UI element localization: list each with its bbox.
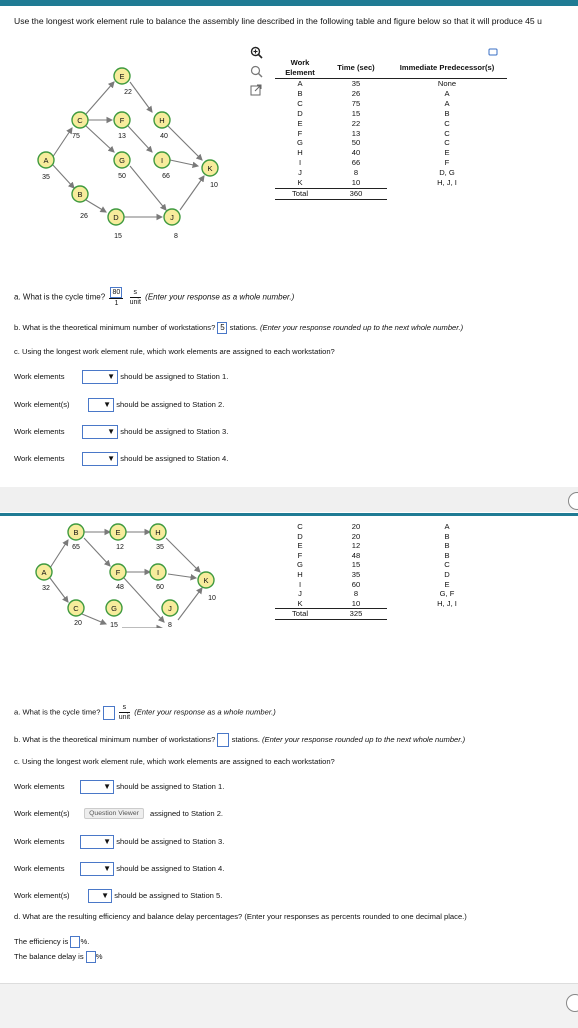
station-3-select[interactable]	[82, 425, 118, 439]
node-label-c: C	[73, 604, 79, 613]
station-suffix: should be assigned to Station 1.	[120, 372, 229, 381]
qa-label: a. What is the cycle time?	[14, 292, 106, 302]
cell-predecessor: None	[437, 79, 457, 88]
cell-element: F	[297, 550, 303, 560]
station-5-select[interactable]	[88, 889, 112, 903]
edge-g-j	[130, 166, 166, 210]
table-row	[275, 551, 507, 561]
cell-element: H	[297, 148, 303, 158]
cell-element: E	[297, 118, 303, 128]
table-row	[275, 129, 507, 139]
cell-predecessor: C	[444, 560, 450, 570]
table-row	[275, 570, 507, 580]
node-label-a: A	[43, 156, 49, 165]
balance-delay-label: The balance delay is	[14, 952, 84, 961]
cell-predecessor: A	[444, 98, 450, 108]
edge-j-k	[180, 176, 204, 210]
table-body	[275, 522, 507, 609]
cell-predecessor: B	[444, 550, 450, 560]
cell-element: B	[297, 88, 303, 98]
table-row	[275, 109, 507, 119]
node-time-k: 10	[210, 182, 218, 189]
total-label: Total	[275, 188, 325, 199]
question-b-bottom	[14, 733, 465, 747]
cell-element: G	[297, 138, 303, 148]
cell-predecessor: B	[444, 541, 450, 551]
station-label: Work element(s)	[14, 891, 70, 900]
cell-time: 50	[351, 138, 361, 148]
station-suffix: should be assigned to Station 5.	[114, 891, 223, 900]
node-label-j: J	[170, 213, 174, 222]
station-label: Work elements	[14, 372, 65, 381]
station-suffix: should be assigned to Station 3.	[120, 427, 229, 436]
node-time-e: 12	[116, 544, 124, 551]
node-label-e: E	[119, 72, 125, 81]
balance-delay-row	[14, 951, 103, 963]
node-times	[110, 622, 172, 629]
cell-predecessor: A	[444, 88, 450, 98]
cell-time: 10	[351, 598, 361, 608]
station-row-1	[14, 780, 224, 794]
workstations-input[interactable]: 5	[217, 322, 227, 334]
section-separator	[0, 487, 578, 512]
edge-h-k	[168, 126, 202, 160]
cell-predecessor: A	[444, 522, 450, 531]
cell-element: G	[297, 560, 303, 570]
chevron-down-icon: ▼	[101, 891, 110, 900]
node-time-j: 8	[174, 233, 178, 240]
cycle-time-num-input[interactable]: 80	[110, 287, 122, 298]
station-1-select[interactable]	[80, 780, 114, 794]
qa-hint: (Enter your response as a whole number.)	[145, 292, 295, 302]
page-footer	[0, 983, 578, 1028]
station-suffix: should be assigned to Station 4.	[120, 454, 229, 463]
balance-delay-input[interactable]	[86, 951, 96, 963]
precedence-diagram-bottom-lower	[28, 596, 238, 636]
node-time-f: 48	[116, 584, 124, 591]
station-row-5	[14, 889, 222, 903]
table-row	[275, 178, 507, 188]
node-time-a: 35	[42, 174, 50, 181]
col-predecessors: Immediate Predecessor(s)	[387, 58, 507, 79]
qb-suffix: stations.	[229, 323, 258, 332]
cell-predecessor: D	[444, 569, 450, 579]
cell-time: 10	[351, 178, 361, 188]
node-label-d: D	[113, 213, 119, 222]
edge-c-g	[86, 126, 114, 152]
cell-predecessor: H, J, I	[437, 178, 457, 188]
cycle-time-den: 1	[114, 300, 119, 307]
station-row-3	[14, 425, 228, 439]
cell-element: H	[297, 569, 303, 579]
node-label-h: H	[155, 528, 161, 537]
cell-predecessor: B	[444, 108, 450, 118]
cell-time: 15	[351, 108, 361, 118]
image-tools	[250, 46, 266, 96]
edge-h-k	[166, 538, 200, 572]
edge-a-b	[52, 164, 74, 188]
cell-time: 15	[351, 560, 361, 570]
node-label-c: C	[77, 116, 83, 125]
cell-predecessor: D, G	[439, 168, 455, 178]
qb-hint: (Enter your response rounded up to the next whole number.)	[261, 735, 466, 744]
node-time-b: 26	[80, 213, 88, 220]
station-label: Work elements	[14, 427, 65, 436]
question-c-top: c. Using the longest work element rule, which work elements are assigned to each workstation?	[14, 347, 335, 356]
cycle-time-unit: $\frac{s}{\text{unit}}$	[129, 289, 141, 306]
station-suffix: should be assigned to Station 2.	[116, 400, 225, 409]
chevron-down-icon: ▼	[107, 372, 116, 381]
station-row-2	[14, 398, 224, 412]
station-4-select[interactable]	[80, 862, 114, 876]
chevron-down-icon: ▼	[103, 864, 112, 873]
qa-label: a. What is the cycle time?	[14, 707, 101, 717]
station-label: Work elements	[14, 454, 65, 463]
station-label: Work element(s)	[14, 400, 70, 409]
cell-time: 12	[351, 541, 361, 551]
chevron-down-icon: ▼	[107, 454, 116, 463]
edge-i-k	[168, 574, 196, 578]
node-label-b: B	[77, 190, 83, 199]
station-row-4	[14, 452, 228, 466]
cell-element: J	[298, 168, 302, 178]
question-a-top	[14, 287, 294, 308]
table-row	[275, 148, 507, 158]
problem-statement: Use the longest work element rule to balance the assembly line described in the following table and figure below so that it will produce 45 u	[14, 16, 542, 26]
node-time-j: 8	[168, 622, 172, 629]
edge-b-d	[86, 200, 106, 212]
table-row	[275, 138, 507, 148]
cell-element: J	[298, 589, 302, 599]
table-row	[275, 589, 507, 599]
node-time-h: 40	[160, 133, 168, 140]
qb-label: b. What is the theoretical minimum number of workstations?	[14, 323, 216, 332]
efficiency-suffix: %.	[80, 937, 90, 946]
node-label-k: K	[203, 576, 209, 585]
cell-time: 8	[353, 168, 359, 178]
node-time-k: 10	[208, 595, 216, 602]
work-element-table-top	[275, 48, 507, 200]
question-a-bottom	[14, 703, 276, 722]
cell-element: K	[297, 598, 303, 608]
cell-predecessor: C	[444, 138, 450, 148]
edge-a-b	[50, 540, 68, 568]
cell-time: 26	[351, 88, 361, 98]
cell-time: 75	[351, 98, 361, 108]
table-row	[275, 541, 507, 551]
balance-delay-suffix: %	[95, 952, 103, 961]
efficiency-input[interactable]	[70, 936, 80, 948]
chevron-down-icon: ▼	[107, 427, 116, 436]
station-row-4	[14, 862, 224, 876]
qa-hint: (Enter your response as a whole number.)	[134, 707, 276, 717]
table-row	[275, 79, 507, 89]
cell-time: 20	[351, 522, 361, 531]
chevron-down-icon: ▼	[103, 837, 112, 846]
cell-time: 8	[353, 589, 359, 599]
station-row-2	[14, 808, 223, 819]
efficiency-row	[14, 936, 89, 948]
cell-element: E	[297, 541, 303, 551]
station-label: Work elements	[14, 864, 65, 873]
station-label: Work elements	[14, 782, 65, 791]
table-row	[275, 599, 507, 609]
node-label-e: E	[115, 528, 121, 537]
node-label-i: I	[160, 156, 164, 165]
table-row	[275, 532, 507, 542]
edge-i-k	[170, 160, 198, 166]
cell-element: A	[297, 79, 303, 88]
cell-time: 13	[351, 128, 361, 138]
cell-time: 22	[351, 118, 361, 128]
cell-predecessor: C	[444, 118, 450, 128]
node-time-c: 20	[74, 620, 82, 627]
cell-element: I	[298, 579, 302, 589]
station-suffix: should be assigned to Station 3.	[116, 837, 225, 846]
cell-predecessor: C	[444, 128, 450, 138]
qb-label: b. What is the theoretical minimum number of workstations?	[14, 735, 216, 744]
zoom-out-icon[interactable]	[250, 65, 263, 78]
table-row	[275, 560, 507, 570]
col-work-element: Work Element	[275, 58, 325, 79]
node-label-j: J	[168, 604, 172, 613]
precedence-diagram-top	[30, 60, 240, 250]
chevron-down-icon: ▼	[103, 782, 112, 791]
node-label-f: F	[115, 568, 121, 577]
total-value: 325	[325, 609, 387, 620]
station-2-select[interactable]	[88, 398, 114, 412]
cycle-time-input[interactable]	[103, 706, 115, 720]
node-label-h: H	[159, 116, 165, 125]
table-row	[275, 158, 507, 168]
cell-element: K	[297, 178, 303, 188]
cell-predecessor: B	[444, 531, 450, 541]
edge-b-f	[84, 538, 110, 566]
node-time-b: 65	[72, 544, 80, 551]
node-time-e: 22	[124, 89, 132, 96]
total-value: 360	[325, 188, 387, 199]
station-4-select[interactable]	[82, 452, 118, 466]
cell-time: 48	[351, 550, 361, 560]
node-label-k: K	[207, 164, 213, 173]
cell-time: 40	[351, 148, 361, 158]
zoom-in-icon[interactable]	[250, 46, 263, 59]
table-body	[275, 79, 507, 189]
node-time-i: 60	[156, 584, 164, 591]
station-label: Work element(s)	[14, 808, 70, 818]
table-row	[275, 168, 507, 178]
cell-predecessor: E	[444, 579, 450, 589]
station-label: Work elements	[14, 837, 65, 846]
work-element-table-bottom	[275, 522, 507, 620]
cell-element: C	[297, 522, 303, 531]
station-row-1	[14, 370, 228, 384]
cell-element: I	[298, 158, 302, 168]
edge-c-e	[86, 82, 114, 114]
node-label-a: A	[41, 568, 47, 577]
node-time-c: 75	[72, 133, 80, 140]
station-suffix: should be assigned to Station 1.	[116, 782, 225, 791]
table-row	[275, 522, 507, 532]
cell-time: 20	[351, 531, 361, 541]
node-time-d: 15	[114, 233, 122, 240]
edge-e-h	[130, 82, 152, 112]
cell-time: 35	[351, 569, 361, 579]
cycle-time-answer	[109, 287, 123, 308]
qb-suffix: stations.	[231, 735, 260, 744]
cell-predecessor: G, F	[439, 589, 455, 599]
node-time-i: 66	[162, 173, 170, 180]
question-c-bottom: c. Using the longest work element rule, which work elements are assigned to each workstation?	[14, 757, 335, 766]
side-scroll-button-bottom[interactable]	[566, 994, 578, 1012]
node-label-f: F	[119, 116, 125, 125]
node-time-g: 50	[118, 173, 126, 180]
efficiency-label: The efficiency is	[14, 937, 69, 946]
edge-a-c	[52, 128, 72, 158]
chevron-down-icon: ▼	[103, 400, 112, 409]
node-time-f: 13	[118, 133, 126, 140]
top-accent-bar	[0, 0, 578, 6]
cell-element: C	[297, 98, 303, 108]
table-row	[275, 89, 507, 99]
node-time-a: 32	[42, 585, 50, 592]
node-label-i: I	[156, 568, 160, 577]
node-time-g: 15	[110, 622, 118, 629]
question-b-top	[14, 322, 463, 334]
copy-icon[interactable]	[488, 48, 498, 56]
node-time-h: 35	[156, 544, 164, 551]
station-row-3	[14, 835, 224, 849]
qb-hint: (Enter your response rounded up to the next whole number.)	[259, 323, 464, 332]
station-suffix: should be assigned to Station 4.	[116, 864, 225, 873]
question-d-bottom: d. What are the resulting efficiency and balance delay percentages? (Enter your responses as percents rounded to one decimal place.)	[14, 912, 467, 921]
cell-time: 60	[351, 579, 361, 589]
cell-time: 35	[351, 79, 361, 88]
table-row	[275, 580, 507, 590]
station-3-select[interactable]	[80, 835, 114, 849]
node-label-g: G	[119, 156, 125, 165]
cycle-time-unit: $\frac{s}{\text{unit}}$	[118, 704, 131, 721]
total-label: Total	[275, 609, 325, 620]
question-viewer-tooltip: Question Viewer	[84, 808, 144, 819]
cell-predecessor: H, J, I	[437, 599, 457, 608]
col-time: Time (sec)	[325, 58, 387, 79]
edge-f-i	[128, 126, 152, 152]
table-row	[275, 99, 507, 109]
cell-time: 66	[351, 158, 361, 168]
node-label-b: B	[73, 528, 79, 537]
cell-predecessor: E	[444, 148, 450, 158]
table-row	[275, 119, 507, 129]
node-label-g: G	[111, 604, 117, 613]
station-1-select[interactable]	[82, 370, 118, 384]
workstations-input[interactable]	[217, 733, 229, 747]
cell-predecessor: F	[444, 158, 450, 168]
cell-element: D	[297, 531, 303, 541]
cell-element: F	[297, 128, 303, 138]
section-accent-bar	[0, 513, 578, 516]
cell-element: D	[297, 108, 303, 118]
station-suffix: assigned to Station 2.	[150, 808, 224, 818]
external-link-icon[interactable]	[250, 84, 262, 96]
